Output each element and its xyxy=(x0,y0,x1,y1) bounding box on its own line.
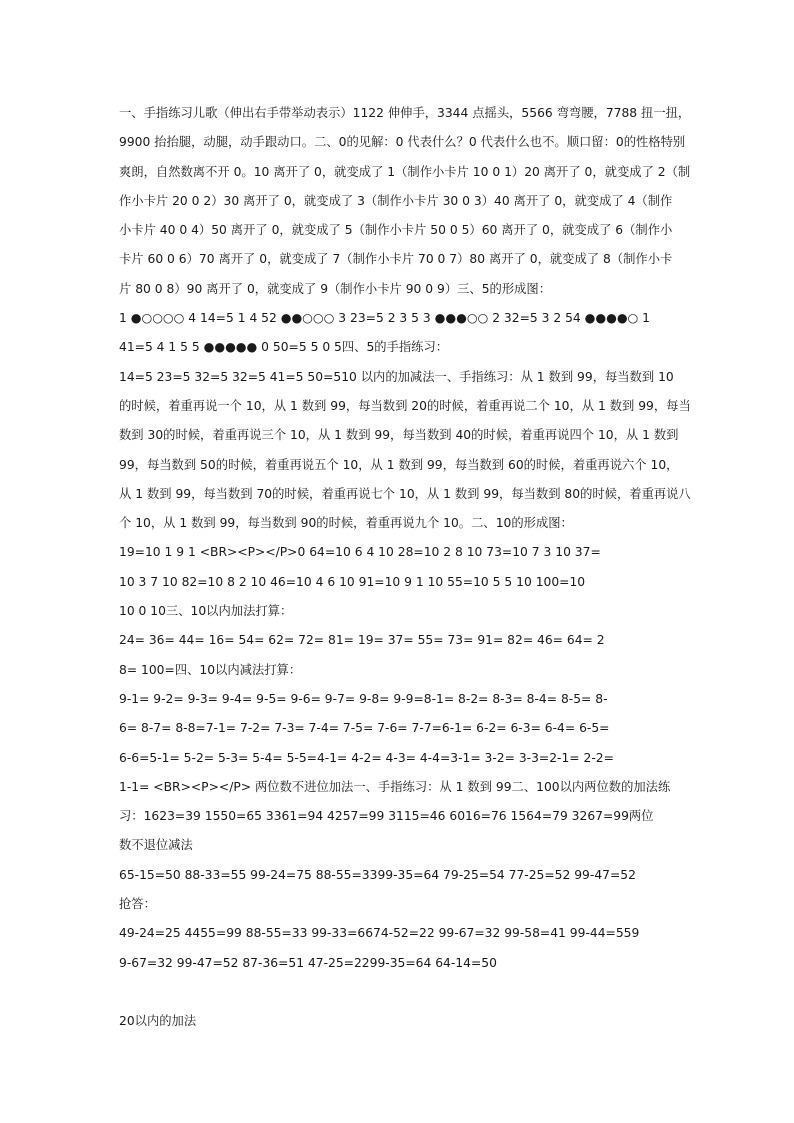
text-line: 14=5 23=5 32=5 32=5 41=5 50=510 以内的加减法一、手指练习：从 1 数到 99，每当数到 10 xyxy=(119,369,674,384)
text-line: 10 3 7 10 82=10 8 2 10 46=10 4 6 10 91=10 9 1 10 55=10 5 5 10 100=10 xyxy=(119,574,586,589)
section-heading: 20以内的加法 xyxy=(119,1014,197,1029)
text-line: 19=10 1 9 1 <BR><P></P>0 64=10 6 4 10 28=10 2 8 10 73=10 7 3 10 37= xyxy=(119,545,601,560)
text-line: 9-1= 9-2= 9-3= 9-4= 9-5= 9-6= 9-7= 9-8= 9-9=8-1= 8-2= 8-3= 8-4= 8-5= 8- xyxy=(119,691,608,706)
text-line: 24= 36= 44= 16= 54= 62= 72= 81= 19= 37= 55= 73= 91= 82= 46= 64= 2 xyxy=(119,633,605,648)
text-line: 6= 8-7= 8-8=7-1= 7-2= 7-3= 7-4= 7-5= 7-6= 7-7=6-1= 6-2= 6-3= 6-4= 6-5= xyxy=(119,721,610,736)
text-line: 6-6=5-1= 5-2= 5-3= 5-4= 5-5=4-1= 4-2= 4-3= 4-4=3-1= 3-2= 3-3=2-1= 2-2= xyxy=(119,750,614,765)
text-line: 9-67=32 99-47=52 87-36=51 47-25=2299-35=64 64-14=50 xyxy=(119,955,497,970)
text-line: 数到 30的时候，着重再说三个 10，从 1 数到 99，每当数到 40的时候，着重再说四个 10，从 1 数到 xyxy=(119,428,679,443)
text-line: 1 ●○○○○ 4 14=5 1 4 52 ●●○○○ 3 23=5 2 3 5 3 ●●●○○ 2 32=5 3 2 54 ●●●●○ 1 xyxy=(119,311,651,326)
text-line: 一、手指练习儿歌（伸出右手带举动表示）1122 伸伸手，3344 点摇头，5566 弯弯腰，7788 扭一扭， xyxy=(119,106,691,120)
text-line: 卡片 60 0 6）70 离开了 0，就变成了 7（制作小卡片 70 0 7）80 离开了 0，就变成了 8（制作小卡 xyxy=(119,252,673,267)
text-line: 爽朗，自然数离不开 0。10 离开了 0，就变成了 1（制作小卡片 10 0 1）20 离开了 0，就变成了 2（制 xyxy=(119,164,691,179)
text-line: 1-1= <BR><P></P> 两位数不进位加法一、手指练习：从 1 数到 99二、100以内两位数的加法练 xyxy=(119,779,671,794)
text-line: 数不退位减法 xyxy=(119,838,193,853)
text-line: 49-24=25 4455=99 88-55=33 99-33=6674-52=22 99-67=32 99-58=41 99-44=559 xyxy=(119,926,640,941)
text-line: 片 80 0 8）90 离开了 0，就变成了 9（制作小卡片 90 0 9）三、5的形成图： xyxy=(119,281,552,296)
text-line: 习：1623=39 1550=65 3361=94 4257=99 3115=46 6016=76 1564=79 3267=99两位 xyxy=(119,809,654,824)
text-line: 抢答： xyxy=(119,897,156,912)
text-line: 41=5 4 1 5 5 ●●●●● 0 50=5 5 0 5四、5的手指练习： xyxy=(119,340,449,355)
text-line: 从 1 数到 99，每当数到 70的时候，着重再说七个 10，从 1 数到 99，每当数到 80的时候，着重再说八 xyxy=(119,486,691,501)
blank-line xyxy=(119,978,679,1007)
document-body xyxy=(119,99,691,1037)
text-line: 作小卡片 20 0 2）30 离开了 0，就变成了 3（制作小卡片 30 0 3）40 离开了 0，就变成了 4（制作 xyxy=(119,193,673,208)
text-line: 的时候，着重再说一个 10，从 1 数到 99，每当数到 20的时候，着重再说二个 10，从 1 数到 99，每当 xyxy=(119,398,691,413)
text-line: 8= 100=四、10以内减法打算： xyxy=(119,662,302,677)
text-line: 个 10，从 1 数到 99，每当数到 90的时候，着重再说九个 10。二、10的形成图： xyxy=(119,516,573,531)
text-line: 9900 抬抬腿，动腿，动手跟动口。二、0的见解：0 代表什么？0 代表什么也不。顺口留：0的性格特别 xyxy=(119,135,686,150)
text-line: 99，每当数到 50的时候，着重再说五个 10，从 1 数到 99，每当数到 60的时候，着重再说六个 10， xyxy=(119,457,679,472)
text-line: 65-15=50 88-33=55 99-24=75 88-55=3399-35=64 79-25=54 77-25=52 99-47=52 xyxy=(119,867,636,882)
text-line: 10 0 10三、10以内加法打算： xyxy=(119,604,293,619)
text-line: 小卡片 40 0 4）50 离开了 0，就变成了 5（制作小卡片 50 0 5）60 离开了 0，就变成了 6（制作小 xyxy=(119,223,673,238)
